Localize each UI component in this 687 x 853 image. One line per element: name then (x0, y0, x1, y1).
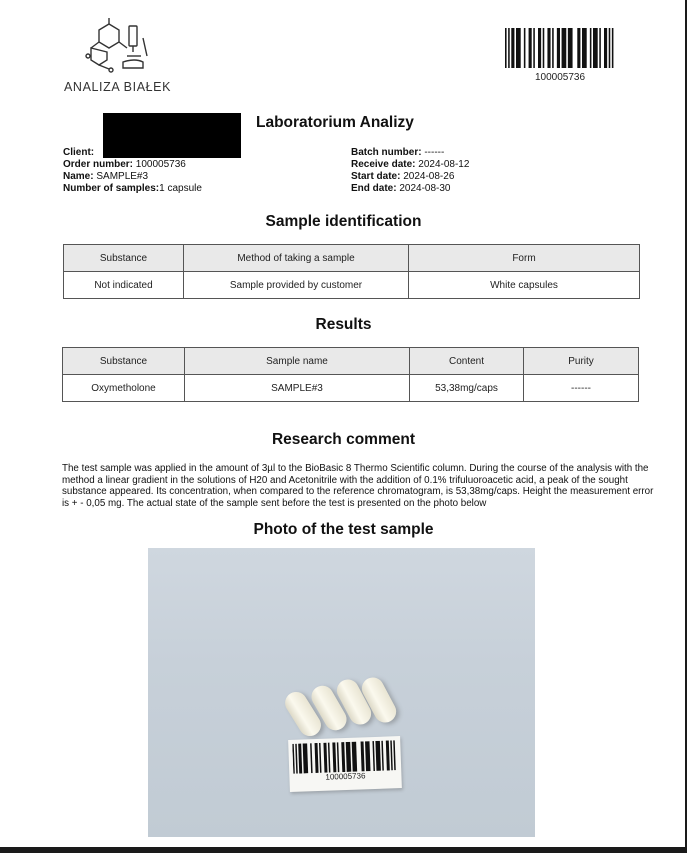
company-logo (60, 18, 190, 98)
table-header-cell: Substance (63, 348, 185, 375)
barcode-icon (505, 28, 615, 68)
info-label: Start date: (351, 171, 401, 182)
results-table (62, 347, 639, 402)
table-row (64, 272, 640, 299)
research-comment-text: The test sample was applied in the amount of 3µl to the BioBasic 8 Thermo Scientific column. During the course of the analysis with the method a linear gradient in the solutions of H20 and Acetonitrile with the addition of 0.1% trifuluoroacetic acid, a peak of the sought substance appeared. Its concentration, when compared to the reference chromatogram, is 53,38mg/caps. Height the measurement error is + - 0,05 mg. The actual state of the sample sent before the test is presented on the photo below (62, 463, 654, 509)
info-label: End date: (351, 183, 397, 194)
info-value: 2024-08-26 (403, 171, 455, 182)
info-end-date (351, 183, 469, 195)
table-cell: ------ (524, 375, 639, 402)
info-order-number (63, 159, 202, 171)
info-number-of-samples (63, 183, 202, 195)
table-cell: Sample provided by customer (184, 272, 409, 299)
info-label: Number of samples: (63, 183, 160, 194)
table-row (63, 375, 639, 402)
info-value: 2024-08-12 (418, 159, 470, 170)
table-cell: Not indicated (64, 272, 184, 299)
info-value: SAMPLE#3 (96, 171, 149, 182)
label-barcode-number: 100005736 (325, 771, 366, 782)
table-header-cell: Sample name (185, 348, 410, 375)
table-header-cell: Method of taking a sample (184, 245, 409, 272)
results-title: Results (315, 316, 372, 333)
info-label: Name: (63, 171, 94, 182)
info-value: 1 capsule (159, 183, 202, 194)
table-header-cell: Form (409, 245, 640, 272)
info-value: 100005736 (135, 159, 186, 170)
table-cell: 53,38mg/caps (410, 375, 524, 402)
info-label: Receive date: (351, 159, 416, 170)
info-receive-date (351, 159, 469, 171)
info-start-date (351, 171, 469, 183)
info-client (63, 147, 202, 159)
table-cell: SAMPLE#3 (185, 375, 410, 402)
lab-title: Laboratorium Analizy (256, 114, 414, 131)
table-header-row (64, 245, 640, 272)
info-value: 2024-08-30 (399, 183, 451, 194)
sample-barcode-label (288, 736, 402, 792)
barcode-icon (292, 740, 397, 774)
research-comment-title: Research comment (271, 431, 415, 448)
barcode-number: 100005736 (534, 72, 586, 83)
sample-photo (148, 548, 535, 837)
order-info-left (63, 147, 202, 195)
sample-identification-title: Sample identification (265, 213, 422, 230)
info-name (63, 171, 202, 183)
table-header-cell: Substance (64, 245, 184, 272)
info-label: Batch number: (351, 147, 422, 158)
photo-title: Photo of the test sample (253, 521, 434, 538)
table-header-cell: Content (410, 348, 524, 375)
table-cell: White capsules (409, 272, 640, 299)
order-info-right (351, 147, 469, 195)
molecule-microscope-icon (85, 18, 155, 76)
brand-name: ANALIZA BIAŁEK (64, 80, 172, 94)
table-header-row (63, 348, 639, 375)
sample-identification-table (63, 244, 640, 299)
info-batch-number (351, 147, 469, 159)
order-barcode (505, 28, 615, 83)
table-cell: Oxymetholone (63, 375, 185, 402)
table-header-cell: Purity (524, 348, 639, 375)
info-label: Client: (63, 147, 95, 158)
page-edge-bottom (0, 847, 687, 853)
info-value: ------ (424, 147, 445, 158)
info-label: Order number: (63, 159, 134, 170)
